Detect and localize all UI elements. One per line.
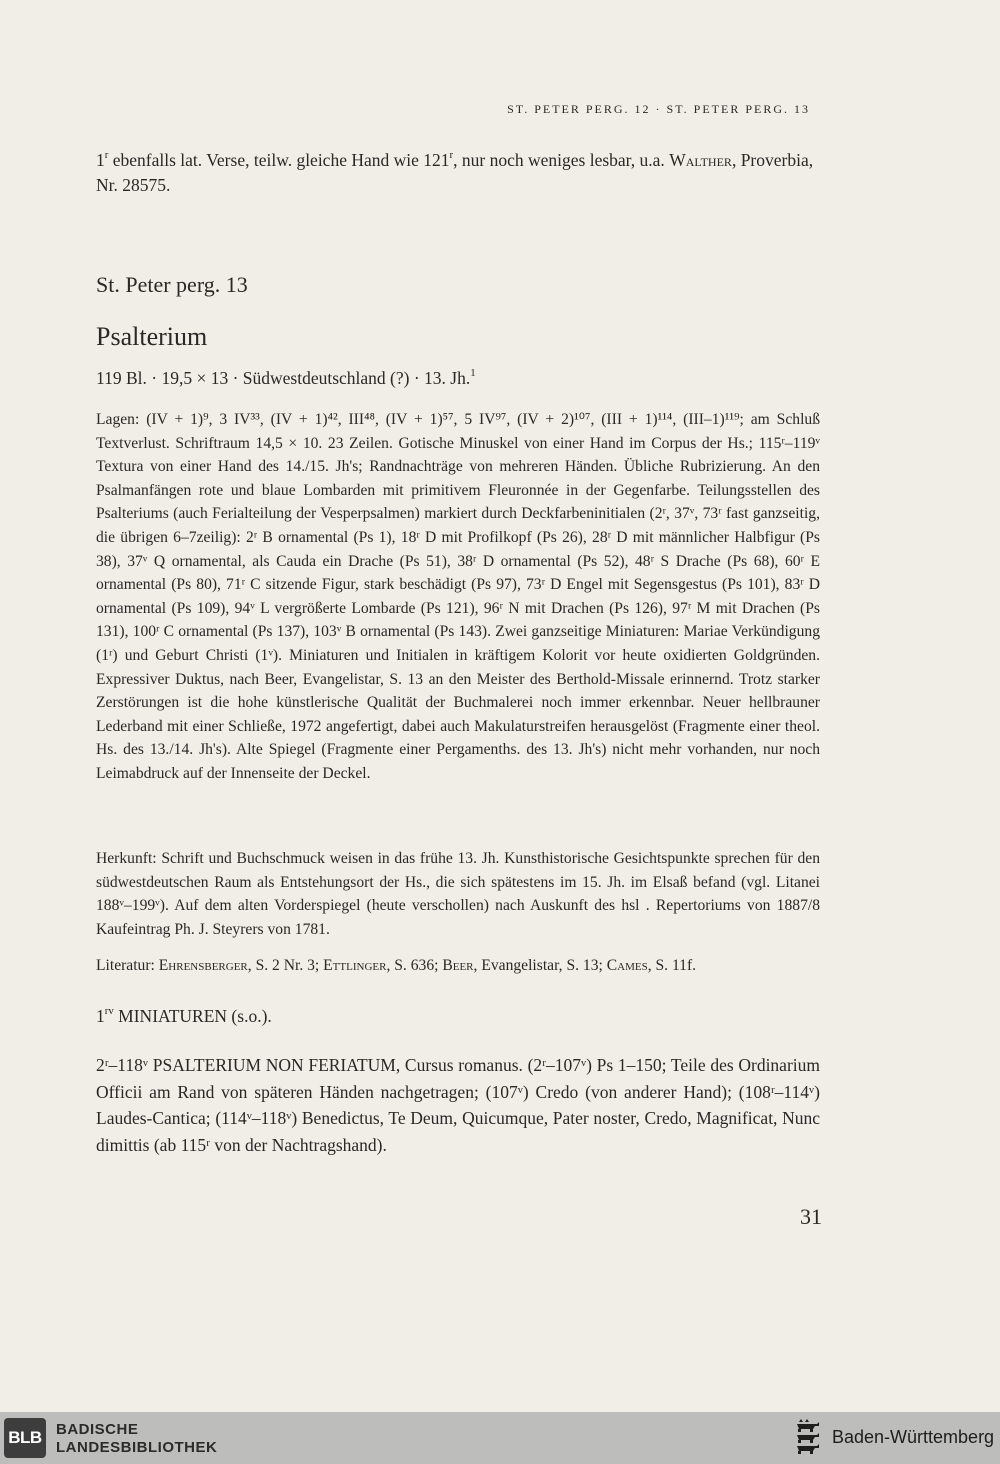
- author-name: Walther: [669, 150, 732, 170]
- herkunft-paragraph: Herkunft: Schrift und Buchschmuck weisen in das frühe 13. Jh. Kunsthistorische Gesichtspunkte sprechen für den südwestdeutschen Raum als Entstehungsort der Hs., die sich spätestens im 15. Jh. im Elsaß befand (vgl. Litanei 188ᵛ–199ᵛ). Auf dem alten Vorderspiegel (heute verschollen) nach Auskunft des hsl . Repertoriums von 1887/8 Kaufeintrag Ph. J. Steyrers von 1781.: [96, 850, 820, 938]
- lagen-paragraph: Lagen: (IV + 1)⁹, 3 IV³³, (IV + 1)⁴², III⁴⁸, (IV + 1)⁵⁷, 5 IV⁹⁷, (IV + 2)¹⁰⁷, (III + 1)¹¹⁴, (III–1)¹¹⁹; am Schluß Textverlust. Schriftraum 14,5 × 10. 23 Zeilen. Gotische Minuskel von einer Hand im Corpus der Hs.; 115ʳ–119ᵛ Textura von einer Hand des 14./15. Jh's; Randnachträge von mehreren Händen. Übliche Rubrizierung. An den Psalmanfängen rote und blaue Lombarden mit primitivem Fleuronnée in der Gegenfarbe. Teilungsstellen des Psalteriums (auch Ferialteilung der Vesperpsalmen) markiert durch Deckfarbeninitialen (2ʳ, 37ᵛ, 73ʳ fast ganzseitig, die übrigen 6–7zeilig): 2ʳ B ornamental (Ps 1), 18ʳ D mit Profilkopf (Ps 26), 28ʳ D mit männlicher Halbfigur (Ps 38), 37ᵛ Q ornamental, als Cauda ein Drache (Ps 51), 38ʳ D ornamental (Ps 52), 48ʳ S Drache (Ps 68), 60ʳ E ornamental (Ps 80), 71ʳ C sitzende Figur, stark beschädigt (Ps 97), 73ʳ D Engel mit Segensgestus (Ps 101), 83ʳ D ornamental (Ps 109), 94ᵛ L vergrößerte Lombarde (Ps 121), 96ʳ N mit Drachen (Ps 126), 97ʳ M mit Drachen (Ps 131), 100ʳ C ornamental (Ps 137), 103ᵛ B ornamental (Ps 143). Zwei ganzseitige Miniaturen: Mariae Verkündigung (1ʳ) und Geburt Christi (1ᵛ). Miniaturen und Initialen in kräftigem Kolorit vor heute oxidierten Goldgründen. Expressiver Duktus, nach Beer, Evangelistar, S. 13 an den Meister des Berthold-Missale erinnernd. Trotz starker Zerstörungen ist die hohe künstlerische Qualität der Buchmalerei noch immer erkennbar. Neuer hellbrauner Lederband mit einer Schließe, 1972 angefertigt, dabei auch Makulaturstreifen herausgelöst (Fragmente einer theol. Hs. des 13./14. Jh's). Alte Spiegel (Fragmente einer Pergamenths. des 13. Jh's) nicht mehr vorhanden, nur noch Leimabdruck auf der Innenseite der Deckel.: [96, 411, 820, 782]
- psalterium-section: 2ʳ–118ᵛ PSALTERIUM NON FERIATUM, Cursus romanus. (2ʳ–107ᵛ) Ps 1–150; Teile des Ordinarium Officii am Rand von späteren Händen nachgetragen; (107ᵛ) Credo (von anderer Hand); (108ʳ–114ᵛ) Laudes-Cantica; (114ᵛ–118ᵛ) Benedictus, Te Deum, Quicumque, Pater noster, Credo, Magnificat, Nunc dimittis (ab 115ʳ von der Nachtragshand).: [96, 1055, 820, 1155]
- state-name: Baden-Württemberg: [832, 1427, 995, 1447]
- shelfmark: St. Peter perg. 13: [96, 272, 248, 297]
- running-head: ST. PETER PERG. 12 · ST. PETER PERG. 13: [507, 102, 810, 116]
- footer-bar: [0, 1412, 1000, 1464]
- miniaturen-heading: $1^{rv}$ MINIATUREN (s.o.).: [96, 1004, 272, 1026]
- top-paragraph: 1$^r$ ebenfalls lat. Verse, teilw. gleiche Hand wie 121$^r$, nur noch weniges lesbar, u.a. Walther, Proverbia, Nr. 28575.: [96, 148, 814, 195]
- lions-coat-of-arms-icon: [794, 1418, 822, 1458]
- page-number: 31: [800, 1204, 822, 1229]
- manuscript-meta: 119 Bl. · 19,5 × 13 · Südwestdeutschland (?) · 13. Jh.$^1$: [96, 366, 476, 388]
- library-name: BADISCHE LANDESBIBLIOTHEK: [56, 1421, 218, 1456]
- blb-logo[interactable]: BLB: [4, 1418, 46, 1458]
- manuscript-title: Psalterium: [96, 322, 208, 351]
- footnote-marker: 1: [470, 366, 476, 379]
- literatur-paragraph: Literatur: Ehrensberger, S. 2 Nr. 3; Ettlinger, S. 636; Beer, Evangelistar, S. 13; Cames, S. 11f.: [96, 957, 697, 974]
